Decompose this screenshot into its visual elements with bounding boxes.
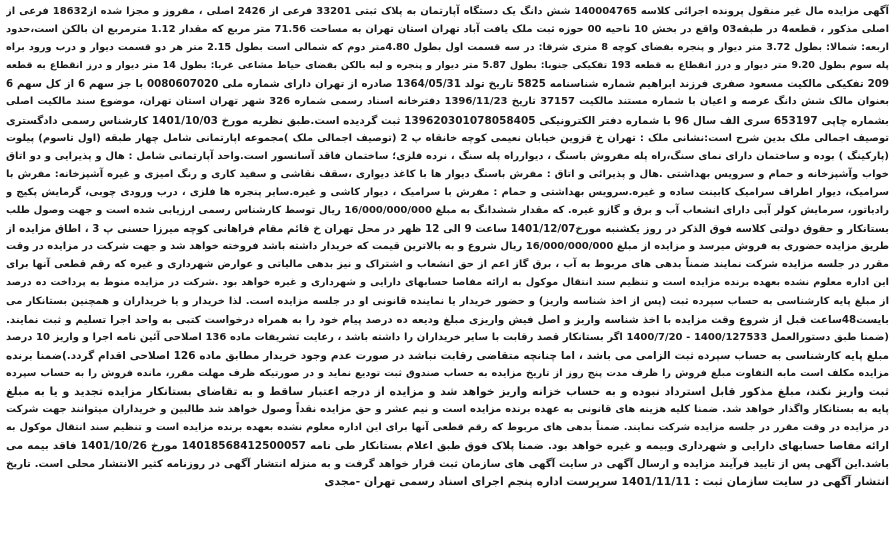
notice-line: بایست48ساعت قبل از شروع وقت مزایده با اخذ شناسه واریز و اصل فیش واریزی مبلغ ودیعه ده درصد پیام خود را به همراه درخواست کتبی به واحد اجرا تسلیم و ثبت نمایند. <box>6 313 889 326</box>
notice-line: آگهی مزایده مال غیر منقول پرونده اجرائی کلاسه 140004765 شش دانگ یک دستگاه آپارتمان به پلاک ثبتی 33201 فرعی از 2426 اصلی ، مفروز و مجزا شده از18632 فرعی از <box>6 6 889 17</box>
notice-line: (ضمنا طبق دستورالعمل 1400/127533 - 1400/7/20 اگر بستانکار قصد رقابت با سایر خریداران را داشته باشد ، رعایت تشریفات ماده 136 اصلاحی آئین نامه اجرا و واریز 10 درصد <box>6 331 889 343</box>
notice-line: باشد.این آگهی پس از تایید فرآیند مزایده و ارسال آگهی در سایت آگهی های سازمان ثبت قرار خواهد گرفت و به منزله انتشار آگهی در روزنامه کثیر الانتشار محلی است. تاریخ <box>6 458 889 471</box>
notice-line: این اداره معلوم نشده بعهده برنده مزایده است و تنظیم سند انتقال موکول به ارائه مفاصا حسابهای دارایی و شهرداری و غیره خواهد بود .شرکت در مزایده منوط به پرداخت ده درصد <box>6 277 889 289</box>
notice-line: پله سوم بطول 9.20 متر دیوار و درز انقطاع به قطعه 193 تفکیکی جنوبا: بطول 5.87 متر دیوار و پنجره و لبه بالکن بفضای حیاط مشاعی غربا: بطول 14 متر دیوار و درز انقطاع به قطعه <box>6 60 889 72</box>
notice-line-last: انتشار آگهی در سایت سازمان ثبت : 1401/11/11 سرپرست اداره پنجم اجرای اسناد رسمی تهران -مجدی <box>324 475 889 489</box>
notice-line: رادیاتور، سرمایش کولر آبی دارای انشعاب آب و برق و گازو غیره. که مقدار ششدانگ به مبلغ 16/000/000/000 ریال توسط کارشناس رسمی ارزیابی شده است و جهت وصول طلب <box>6 205 889 217</box>
notice-line: طریق مزایده حضوری به فروش میرسد و مزایده از مبلغ 16/000/000/000 ریال شروع و به بالاترین قیمت که خریدار داشته باشد فروخته خواهد شد و جهت شرکت در مزایده در وقت <box>6 241 889 253</box>
notice-line: سرامیک، دیوار اطراف سرامیک کابینت ساده و غیره.سرویس بهداشتی و حمام : مفرش با سرامیک ، دیوار کاشی و غیره.سایر پنجره ها فلزی ، درب ورودی چوبی، گرمایش پکیج و <box>6 186 889 198</box>
notice-line: (پارکینگ ) بوده و ساختمان دارای نمای سنگ،راه پله مفروش باسنگ ، دیوارراه پله سنگ ، نرده فلزی؛ ساختمان فاقد آسانسور است.واحد آپارتمانی شامل : هال و پذیرایی و دو اتاق <box>6 150 889 162</box>
notice-line: 209 تفکیکی مالکیت مسعود صفری فرزند ابراهیم شماره شناسنامه 5825 تاریخ تولد 1364/05/31 صادره از تهران دارای شماره ملی 0080607020 با جز سهم 6 از کل سهم 6 <box>6 78 889 91</box>
notice-line: مقرر در جلسه مزایده شرکت نمایند ضمناً بدهی های مربوط به آب ، برق گاز اعم از حق انشعاب و اشتراک و نیز بدهی مالیاتی و عوارض شهرداری و غیره که رقم قطعی آنها برای <box>6 259 889 271</box>
auction-notice-text <box>6 3 889 492</box>
notice-line: بشماره چاپی 653197 سری الف سال 96 با شماره دفتر الکترونیکی 139620301078058405 ثبت گردیده است.طبق نظریه مورخ 1401/10/03 کارشناس رسمی دادگستری <box>6 114 889 127</box>
notice-line: ثبت واریز نکند، مبلغ مذکور قابل استرداد نبوده و به حساب خزانه واریز خواهد شد و مزایده از درجه اعتبار ساقط و به تقاضای بستانکار مزایده تجدید و یا به مبلغ <box>6 384 889 398</box>
notice-line: اصلی مذکور ، قطعه4 در طبقه03 واقع در بخش 10 ناحیه 00 حوزه ثبت ملک یافت آباد تهران استان تهران به مساحت 71.56 متر مربع که مقدار 1.12 مترمربع ان بالکن است،حدود <box>6 24 889 36</box>
notice-line: بستانکار و حقوق دولتی کلاسه فوق الذکر در روز یکشنبه مورخ1401/12/07 ساعت 9 الی 12 ظهر در محل تهران خ قائم مقام فراهانی کوچه میرزا حسنی پ 3 ، اطاق مزایده از <box>6 223 889 236</box>
notice-line: ارائه مفاصا حسابهای دارایی و شهرداری وبیمه و غیره خواهد بود. ضمنا پلاک فوق طبق اعلام بستانکار طی نامه 14018568412500057 مورخ 1401/10/26 فاقد بیمه می <box>6 440 889 453</box>
notice-line: پایه به بستانکار واگذار خواهد شد. ضمنا کلیه هزینه های قانونی به عهده برنده مزایده است و نیم عشر و حق مزایده نقداً وصول خواهد شد طالبین و خریداران میتوانند جهت شرکت <box>6 404 889 416</box>
notice-line: از مبلغ پایه کارشناسی به حساب سپرده ثبت (پس از اخذ شناسه واریز) و حضور خریدار یا نماینده قانونی او در جلسه مزایده است. لذا خریدار و یا خریداران و همچنین بستانکار می <box>6 295 889 307</box>
notice-line: مزایده مکلف است مابه التفاوت مبلغ فروش را ظرف مدت پنج روز از تاریخ مزایده به حساب صندوق ثبت تودیع نماید و در صورتیکه ظرف مهلت مقرر، مانده فروش را به حساب سپرده <box>6 367 889 379</box>
notice-line: توصیف اجمالی ملک بدین شرح است:نشانی ملک : تهران خ قزوین خیابان نعیمی کوچه خانقاه پ 2 (توصیف اجمالی ملک )مجموعه اپارتمانی شامل چهار طبقه (اول تاسوم) پیلوت <box>6 132 889 144</box>
notice-line: اربعه: شمالا: بطول 3.72 متر دیوار و پنجره بفضای کوچه 8 متری شرقا: در سه قسمت اول بطول 4.80متر دوم که شمالی است بطول 2.15 متر هر دو قسمت دیوار و درب ورود براه <box>6 42 889 54</box>
notice-line: بعنوان مالک شش دانگ عرصه و اعیان با شماره مستند مالکیت 37157 تاریخ 1396/11/23 دفترخانه اسناد رسمی شماره 326 شهر تهران استان تهران، موضوع سند مالکیت اصلی <box>6 96 889 108</box>
notice-line: خواب وآشپزخانه و حمام و سرویس بهداشتی .هال و پذیرائی و اتاق : مفرش باسنگ دیوار ها با کاغذ دیواری ،سقف نقاشی و سفید کاری و رنگ امیزی و غیره آشپزخانه: مفرش با <box>6 168 889 180</box>
notice-line: مبلغ پایه کارشناسی به حساب سپرده ثبت الزامی می باشد ، اما چنانچه متقاضی رقابت نباشد در صورت عدم وجود خریدار مطابق ماده 126 اصلاحی اقدام گردد.)ضمنا برنده <box>6 349 889 362</box>
notice-line: در مزایده در وقت مقرر در جلسه مزایده شرکت نمایند. ضمناً بدهی های مربوط که رقم قطعی آنها برای این اداره معلوم نشده بعهده برنده مزایده است و تنظیم سند انتقال موکول به <box>6 422 889 434</box>
